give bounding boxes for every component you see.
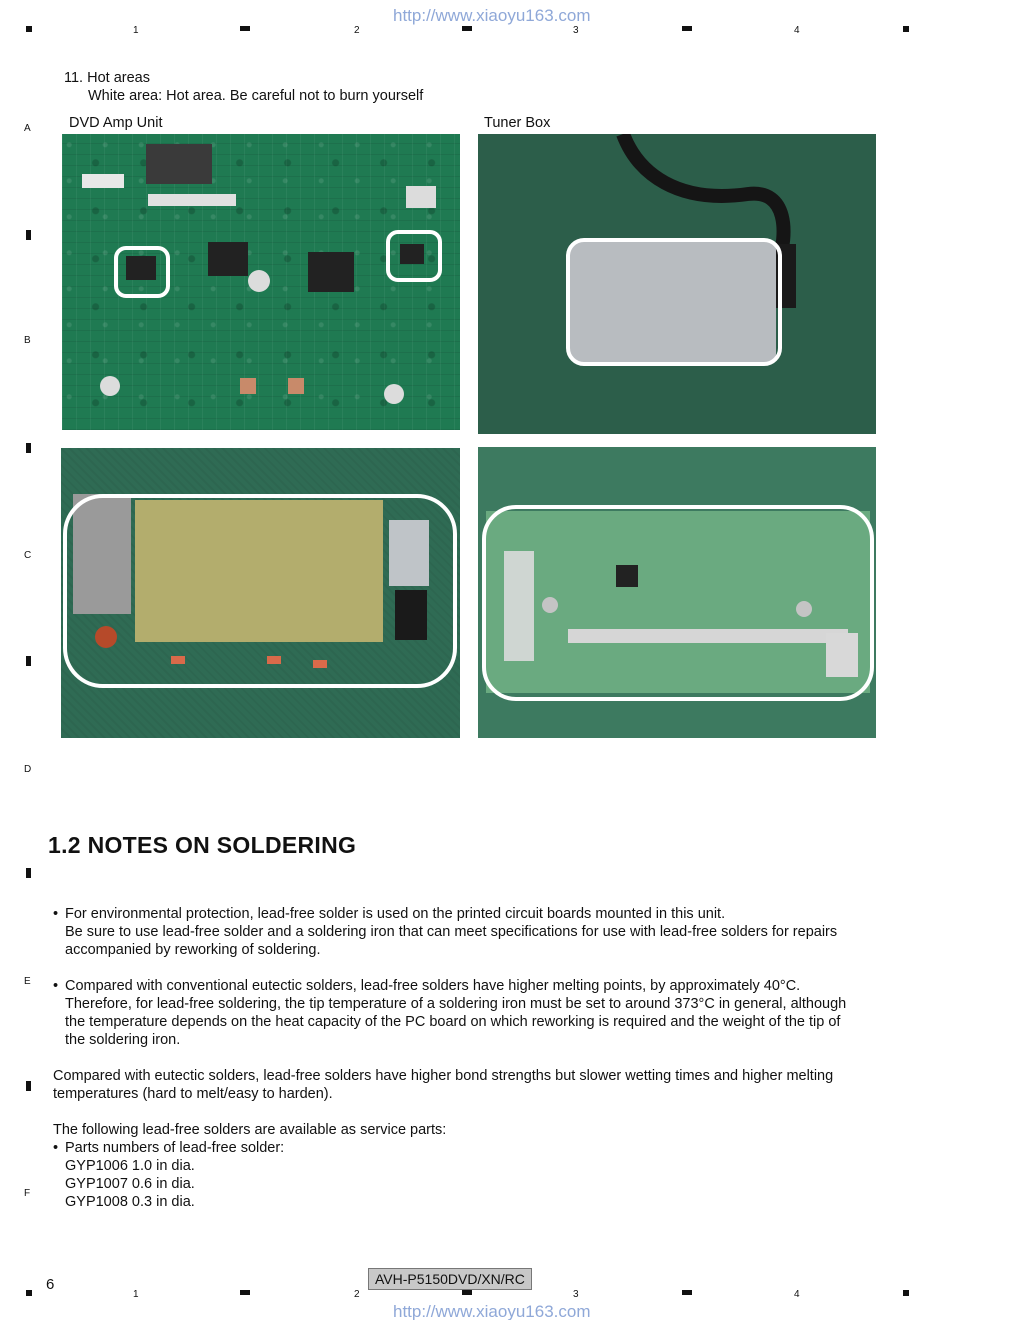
column-number: 4	[794, 1289, 800, 1300]
service-parts-intro: The following lead-free solders are available as service parts:	[53, 1122, 447, 1138]
bullet-icon: •	[53, 906, 59, 922]
bullet-icon: •	[53, 978, 59, 994]
register-mark	[26, 1081, 31, 1091]
dvd-amp-unit-photo	[62, 134, 460, 430]
paragraph-line2: temperatures (hard to melt/easy to harden).	[53, 1086, 333, 1102]
hot-areas-description: White area: Hot area. Be careful not to burn yourself	[88, 88, 424, 104]
register-mark	[240, 1290, 250, 1295]
corner-mark	[26, 26, 32, 32]
board-close-up-photo	[61, 448, 460, 738]
footer-url[interactable]: http://www.xiaoyu163.com	[393, 1302, 591, 1320]
column-number: 4	[794, 25, 800, 36]
row-letter: D	[24, 764, 32, 775]
bullet2-line4: the soldering iron.	[65, 1032, 181, 1048]
register-mark	[462, 26, 472, 31]
corner-mark	[26, 1290, 32, 1296]
register-mark	[26, 656, 31, 666]
header-url[interactable]: http://www.xiaoyu163.com	[393, 6, 591, 25]
bullet1-line1: For environmental protection, lead-free solder is used on the printed circuit boards mounted in this unit.	[65, 906, 726, 922]
row-letter: A	[24, 123, 31, 134]
tuner-box-label: Tuner Box	[484, 115, 551, 131]
row-letter: F	[24, 1188, 31, 1199]
register-mark	[682, 1290, 692, 1295]
corner-mark	[903, 26, 909, 32]
register-mark	[26, 230, 31, 240]
bullet2-line1: Compared with conventional eutectic solders, lead-free solders have higher melting points, by approximately 40°C.	[65, 978, 801, 994]
parts-label: Parts numbers of lead-free solder:	[65, 1140, 285, 1156]
row-letter: E	[24, 976, 31, 987]
column-number: 1	[133, 1289, 139, 1300]
row-letter: C	[24, 550, 32, 561]
column-number: 3	[573, 1289, 579, 1300]
section-heading: 1.2 NOTES ON SOLDERING	[48, 832, 357, 858]
page-number: 6	[46, 1276, 55, 1293]
bullet1-line2: Be sure to use lead-free solder and a soldering iron that can meet specifications for use with lead-free solders for repairs	[65, 924, 838, 940]
part-item: GYP1008 0.3 in dia.	[65, 1194, 195, 1210]
register-mark	[240, 26, 250, 31]
register-mark	[26, 443, 31, 453]
dvd-amp-unit-label: DVD Amp Unit	[69, 115, 163, 131]
corner-mark	[903, 1290, 909, 1296]
bullet1-line3: accompanied by reworking of soldering.	[65, 942, 321, 958]
column-number: 1	[133, 25, 139, 36]
model-number-box: AVH-P5150DVD/XN/RC	[368, 1268, 532, 1290]
paragraph-line1: Compared with eutectic solders, lead-free solders have higher bond strengths but slower wetting times and higher melting	[53, 1068, 834, 1084]
part-item: GYP1007 0.6 in dia.	[65, 1176, 195, 1192]
column-number: 3	[573, 25, 579, 36]
register-mark	[26, 868, 31, 878]
bullet-icon: •	[53, 1140, 59, 1156]
register-mark	[682, 26, 692, 31]
hot-areas-title: 11. Hot areas	[64, 70, 150, 86]
part-item: GYP1006 1.0 in dia.	[65, 1158, 195, 1174]
bullet2-line3: the temperature depends on the heat capacity of the PC board on which reworking is required and the weight of the tip of	[65, 1014, 841, 1030]
tuner-board-photo	[478, 447, 876, 738]
row-letter: B	[24, 335, 31, 346]
register-mark	[462, 1290, 472, 1295]
tuner-box-photo	[478, 134, 876, 434]
column-number: 2	[354, 25, 360, 36]
column-number: 2	[354, 1289, 360, 1300]
bullet2-line2: Therefore, for lead-free soldering, the tip temperature of a soldering iron must be set to around 373°C in general, although	[65, 996, 847, 1012]
